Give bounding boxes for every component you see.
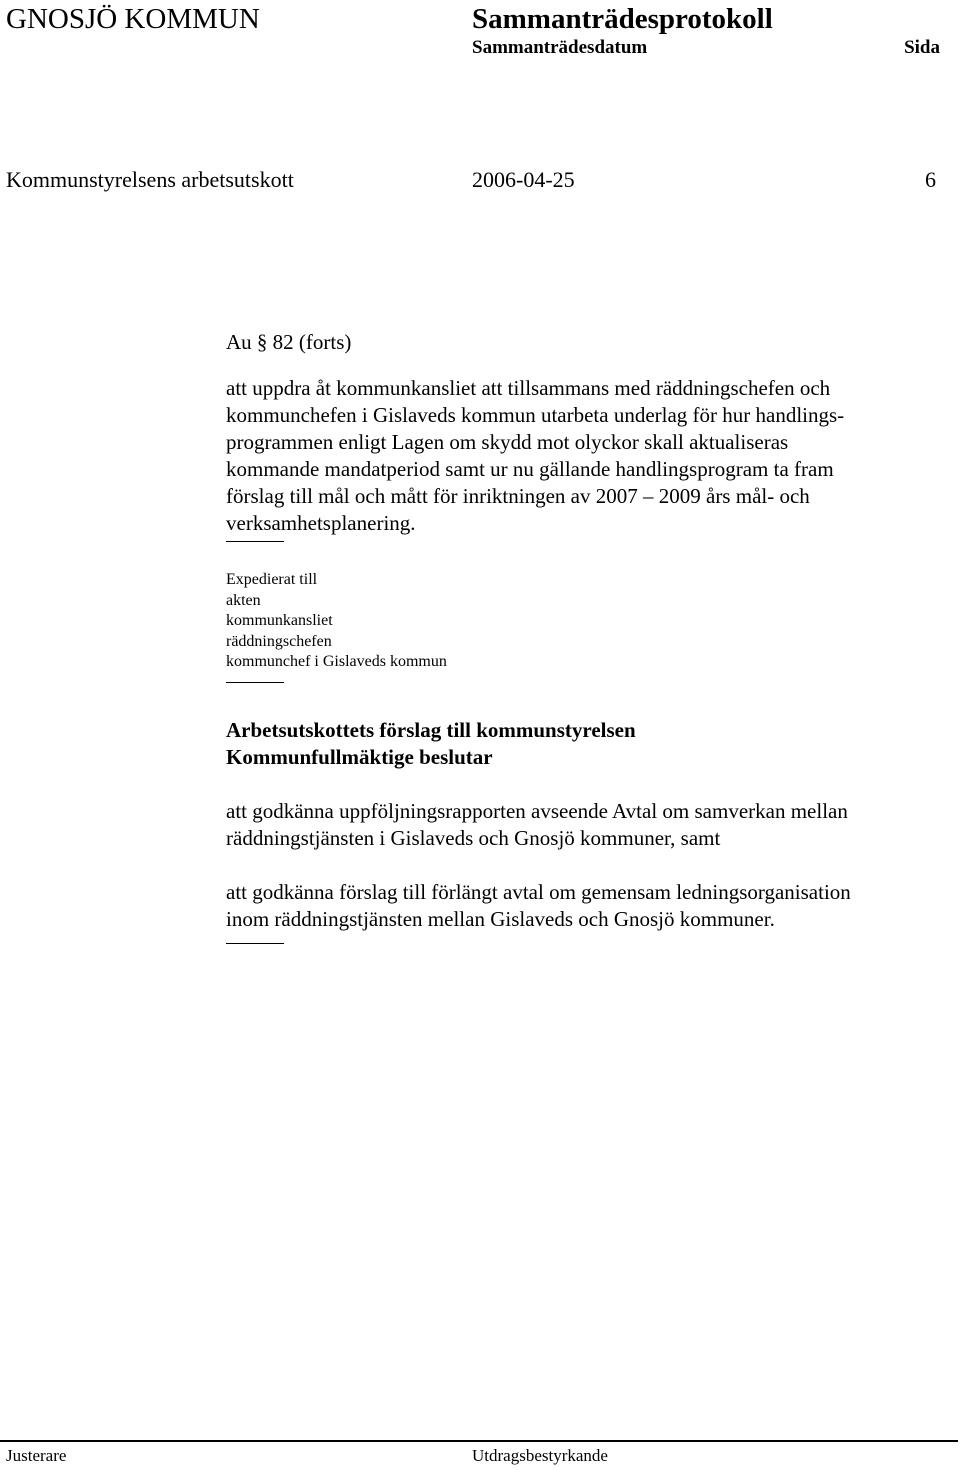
distribution-list [226,570,946,673]
footer-divider [0,1440,958,1442]
separator-line [226,541,284,542]
distribution-item: kommunchef i Gislaveds kommun [226,653,447,670]
proposal-heading: Arbetsutskottets förslag till kommunstyrelsen Kommunfullmäktige beslutar [226,717,636,769]
distribution-heading: Expedierat till [226,571,318,588]
page-number: 6 [925,167,936,192]
distribution-item: kommunkansliet [226,612,333,629]
meeting-date: 2006-04-25 [472,167,575,192]
page-label: Sida [904,37,940,58]
protocol-content [226,329,946,944]
proposal-decision: att godkänna förslag till förlängt avtal om gemensam ledningsorganisation inom räddningstjänsten mellan Gislaveds och Gnosjö kommuner. [226,879,851,931]
distribution-item: räddningschefen [226,632,332,650]
proposal-decision: att godkänna uppföljningsrapporten avseende Avtal om samverkan mellan räddningstjänsten i Gislaveds och Gnosjö kommuner, samt [226,798,848,850]
decision-paragraph: att uppdra åt kommunkansliet att tillsammans med räddningschefen och kommunchefen i Gislaveds kommun utarbeta underlag för hur handlings- programmen enligt Lagen om skydd mot olyckor skall aktualiseras kommande mandatperiod samt ur nu gällande handlingsprogram ta fram förslag till mål och mått för inriktningen av 2007 – 2009 års mål- och verksamhetsplanering. [226,376,845,535]
organization-name: GNOSJÖ KOMMUN [6,3,260,35]
document-type: Sammanträdesprotokoll [472,3,773,35]
separator-line [226,682,284,683]
meeting-date-label: Sammanträdesdatum [472,37,648,58]
committee-name: Kommunstyrelsens arbetsutskott [6,167,294,192]
distribution-item: akten [226,591,261,609]
section-reference: Au § 82 (forts) [226,330,352,354]
justerare-label: Justerare [6,1446,67,1465]
separator-line [226,943,284,944]
utdragsbestyrkande-label: Utdragsbestyrkande [472,1446,608,1465]
